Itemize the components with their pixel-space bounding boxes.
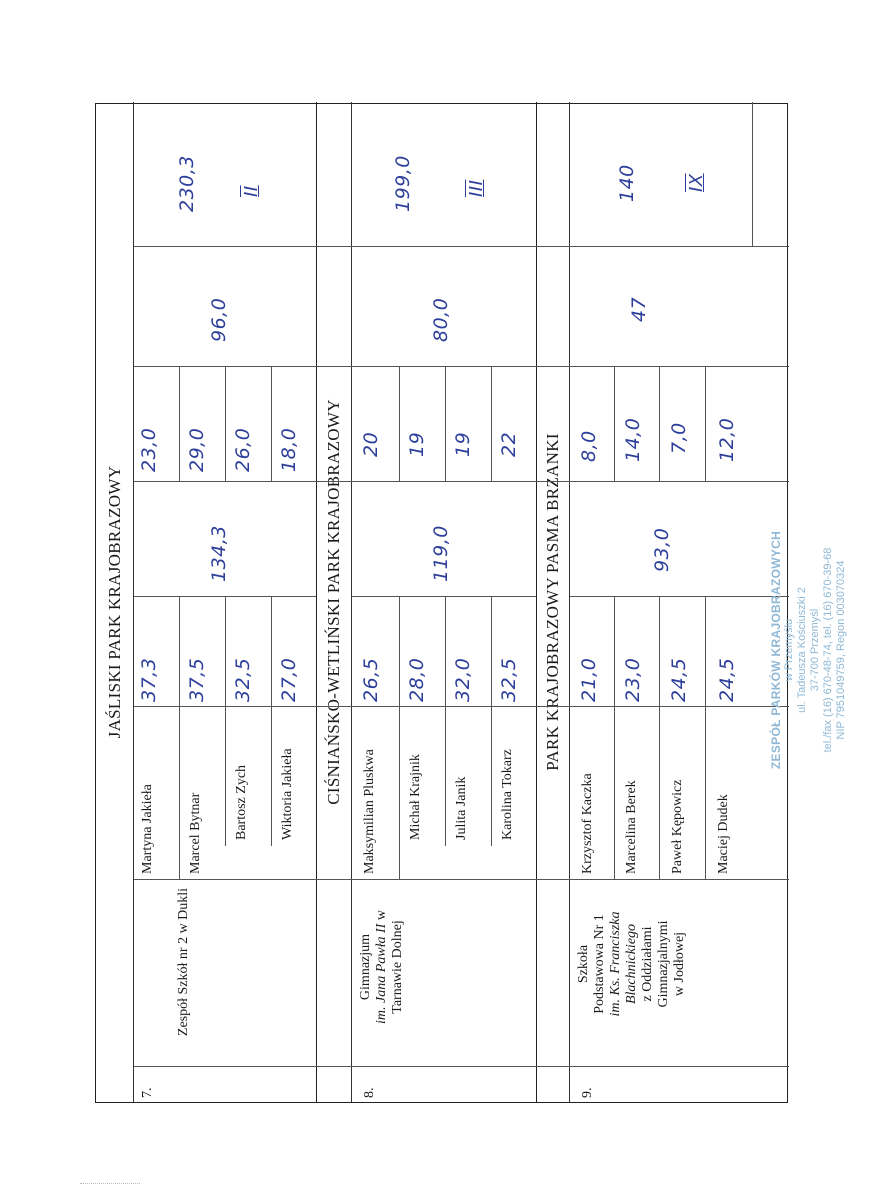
school-name: Zespół Szkół nr 2 w Dukli [176, 887, 191, 1037]
student-name: Paweł Kępowicz [670, 779, 685, 874]
section-title-jasliski: JAŚLISKI PARK KRAJOBRAZOWY [96, 102, 134, 1102]
score-theory: 24,5 [668, 657, 690, 702]
subtotal-practice: 47 [628, 296, 650, 322]
score-theory: 37,3 [138, 657, 160, 702]
row-number: 8. [362, 1087, 377, 1098]
student-name: Krzysztof Kaczka [580, 773, 595, 874]
student-name: Michał Krajnik [408, 754, 423, 840]
score-practice: 18,0 [278, 427, 300, 472]
score-practice: 12,0 [716, 417, 738, 462]
score-theory: 28,0 [406, 657, 428, 702]
score-practice: 7,0 [668, 422, 690, 454]
student-name: Martyna Jakieła [140, 784, 155, 874]
student-name: Karolina Tokarz [500, 749, 515, 840]
student-name: Marcel Bytnar [188, 792, 203, 874]
score-theory: 32,0 [452, 657, 474, 702]
total-score: 230,3 [176, 155, 198, 212]
score-theory: 23,0 [622, 657, 644, 702]
score-practice: 8,0 [578, 430, 600, 462]
score-practice: 14,0 [622, 417, 644, 462]
total-score: 199,0 [392, 155, 414, 212]
results-table [95, 103, 788, 1103]
student-name: Maciej Dudek [716, 794, 731, 874]
stamp-line: NIP 7951049759, Regon 003070324 [835, 560, 847, 740]
stamp-title: ZESPÓŁ PARKÓW KRAJOBRAZOWYCH [769, 530, 783, 770]
section-title-cisnianski: CIŚNIAŃSKO-WETLIŃSKI PARK KRAJOBRAZOWY [316, 102, 352, 1102]
section-title-brzanki: PARK KRAJOBRAZOWY PASMA BRZANKI [536, 102, 570, 1102]
place: III [466, 179, 487, 197]
student-name: Julita Janik [454, 776, 469, 840]
score-practice: 26,0 [232, 427, 254, 472]
stamp-line: w Przemyślu [783, 618, 795, 682]
score-practice: 29,0 [186, 427, 208, 472]
score-theory: 32,5 [232, 657, 254, 702]
scan-artifact [80, 1183, 140, 1188]
score-practice: 19 [452, 431, 474, 457]
score-practice: 19 [406, 431, 428, 457]
score-theory: 24,5 [716, 657, 738, 702]
score-theory: 26,5 [360, 657, 382, 702]
stamp-line: 37-700 Przemyśl [809, 608, 821, 692]
score-practice: 22 [498, 431, 520, 457]
place: II [241, 185, 262, 197]
score-theory: 32,5 [498, 657, 520, 702]
place: IX [686, 173, 707, 192]
stamp-line: tel./fax (16) 670-48-74, tel. (16) 670-39-68 [822, 547, 834, 753]
student-name: Wiktoria Jakieła [280, 748, 295, 840]
score-theory: 27,0 [278, 657, 300, 702]
subtotal-theory: 93,0 [651, 527, 673, 572]
student-name: Maksymilian Pluskwa [362, 749, 377, 874]
score-theory: 21,0 [578, 657, 600, 702]
student-name: Bartosz Zych [234, 764, 249, 840]
row-number: 7. [140, 1087, 155, 1098]
stamp-line: ul. Tadeusza Kościuszki 2 [796, 587, 808, 713]
subtotal-theory: 119,0 [430, 525, 452, 582]
institution-stamp [770, 435, 873, 865]
subtotal-practice: 96,0 [208, 297, 230, 342]
school-name: Gimnazjum im. Jana Pawła II w Tarnawie Dolnej [358, 910, 405, 1024]
total-score: 140 [616, 164, 638, 202]
row-number: 9. [580, 1087, 595, 1098]
score-practice: 23,0 [138, 427, 160, 472]
subtotal-theory: 134,3 [208, 525, 230, 582]
score-theory: 37,5 [186, 657, 208, 702]
score-practice: 20 [360, 431, 382, 457]
school-name: Szkoła Podstawowa Nr 1 im. Ks. Franciszka Blachnickiego z Oddziałami Gimnazjalnymi w Jodłowej [576, 911, 687, 1017]
subtotal-practice: 80,0 [430, 297, 452, 342]
student-name: Marcelina Berek [624, 780, 639, 874]
